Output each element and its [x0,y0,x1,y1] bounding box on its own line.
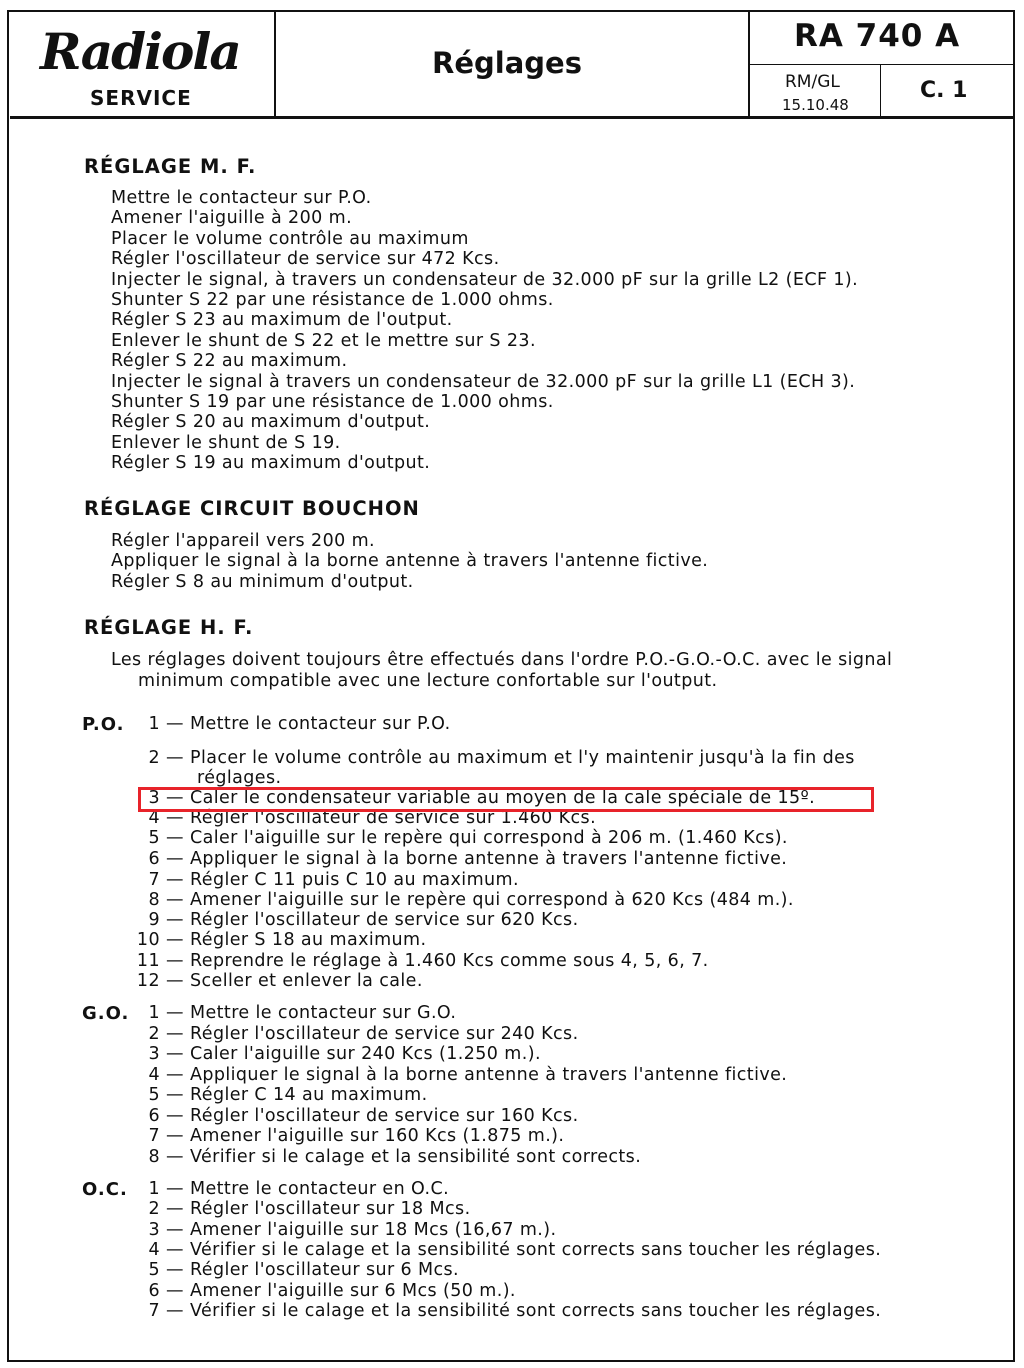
step-text: Régler l'oscillateur de service sur 1.460 Kcs. [190,808,597,828]
step-text: Amener l'aiguille sur le repère qui correspond à 620 Kcs (484 m.). [190,890,794,910]
step-row [136,1044,541,1064]
highlight-box [138,787,874,812]
step-text: Régler C 14 au maximum. [190,1085,428,1105]
step-number: 3 [148,1220,160,1240]
group-label-oc: O.C. [82,1179,128,1200]
step-dash: — [166,1085,184,1105]
service-label: SERVICE [90,86,192,110]
instruction-line: Enlever le shunt de S 19. [111,432,341,453]
step-number: 7 [148,870,160,890]
step-text: Sceller et enlever la cale. [190,971,423,991]
step-text: Régler l'oscillateur de service sur 620 Kcs. [190,910,579,930]
step-number: 10 [136,930,160,950]
brand-logo: Radiola [40,22,240,81]
step-row [136,1281,516,1301]
step-row [136,890,794,910]
hf-intro: Les réglages doivent toujours être effectués dans l'ordre P.O.-G.O.-O.C. avec le signal [111,650,893,670]
step-dash: — [166,1065,184,1085]
instruction-line: Régler l'oscillateur de service sur 472 Kcs. [111,249,500,270]
step-dash: — [166,890,184,910]
step-row [197,768,281,788]
step-text: Appliquer le signal à la borne antenne à travers l'antenne fictive. [190,1065,788,1085]
step-number: 4 [148,1240,160,1260]
step-dash: — [166,828,184,848]
hf-intro: minimum compatible avec une lecture confortable sur l'output. [138,671,718,691]
step-row [136,1126,564,1146]
step-row [136,930,426,950]
step-number: 6 [148,849,160,869]
step-number: 8 [148,890,160,910]
step-number: 3 [148,1044,160,1064]
step-dash: — [166,714,184,734]
step-number: 7 [148,1126,160,1146]
step-row [136,1003,456,1023]
step-row [136,1106,579,1126]
document-date: 15.10.48 [782,96,849,114]
instruction-line: Amener l'aiguille à 200 m. [111,208,353,229]
step-dash: — [166,748,184,768]
step-text: Amener l'aiguille sur 6 Mcs (50 m.). [190,1281,516,1301]
step-text: Régler l'oscillateur sur 18 Mcs. [190,1199,471,1219]
step-number: 1 [148,714,160,734]
step-number: 7 [148,1301,160,1321]
step-number: 1 [148,1179,160,1199]
step-row [136,971,423,991]
step-dash: — [166,1024,184,1044]
step-dash: — [166,1301,184,1321]
step-row [136,714,451,734]
step-text: réglages. [197,768,282,788]
step-dash: — [166,849,184,869]
step-number: 9 [148,910,160,930]
step-number: 5 [148,1085,160,1105]
step-dash: — [166,1147,184,1167]
group-label-go: G.O. [82,1003,130,1024]
step-number: 4 [148,808,160,828]
step-dash: — [166,1240,184,1260]
step-text: Mettre le contacteur sur P.O. [190,714,451,734]
instruction-line: Injecter le signal, à travers un condensateur de 32.000 pF sur la grille L2 (ECF 1). [111,269,859,290]
step-text: Reprendre le réglage à 1.460 Kcs comme sous 4, 5, 6, 7. [190,951,709,971]
step-number: 4 [148,1065,160,1085]
instruction-line: Régler S 20 au maximum d'output. [111,412,431,433]
instruction-line: Enlever le shunt de S 22 et le mettre sur S 23. [111,330,536,351]
step-row [136,1260,459,1280]
step-text: Vérifier si le calage et la sensibilité sont corrects. [190,1147,642,1167]
step-text: Vérifier si le calage et la sensibilité sont corrects sans toucher les réglages. [190,1301,882,1321]
step-number: 8 [148,1147,160,1167]
sheet-number: C. 1 [920,78,968,103]
instruction-line: Régler S 22 au maximum. [111,351,348,372]
step-number: 2 [148,1024,160,1044]
step-text: Régler S 18 au maximum. [190,930,427,950]
step-text: Mettre le contacteur en O.C. [190,1179,450,1199]
step-dash: — [166,930,184,950]
model-number: RA 740 A [794,18,961,54]
instruction-line: Mettre le contacteur sur P.O. [111,188,372,208]
step-dash: — [166,1260,184,1280]
instruction-line: Appliquer le signal à la borne antenne à travers l'antenne fictive. [111,551,709,572]
page-title: Réglages [432,46,582,80]
step-dash: — [166,1179,184,1199]
step-text: Placer le volume contrôle au maximum et l'y maintenir jusqu'à la fin des [190,748,855,768]
step-row [136,1024,579,1044]
step-dash: — [166,1044,184,1064]
step-text: Amener l'aiguille sur 160 Kcs (1.875 m.). [190,1126,565,1146]
step-row [136,849,787,869]
step-number: 11 [136,951,160,971]
instruction-line: Régler S 19 au maximum d'output. [111,453,431,474]
step-dash: — [166,870,184,890]
step-text: Amener l'aiguille sur 18 Mcs (16,67 m.). [190,1220,557,1240]
step-number: 2 [148,1199,160,1219]
step-row [136,1179,449,1199]
step-text: Appliquer le signal à la borne antenne à travers l'antenne fictive. [190,849,788,869]
instruction-line: Placer le volume contrôle au maximum [111,228,469,249]
step-dash: — [166,1281,184,1301]
step-dash: — [166,1126,184,1146]
step-number: 5 [148,828,160,848]
step-text: Caler le condensateur variable au moyen de la cale spéciale de 15º. [190,788,816,808]
instruction-line: Régler S 8 au minimum d'output. [111,571,414,592]
section-title-mf: RÉGLAGE M. F. [84,155,257,178]
step-dash: — [166,788,184,808]
step-text: Caler l'aiguille sur 240 Kcs (1.250 m.). [190,1044,541,1064]
step-row [136,828,788,848]
step-row [136,870,519,890]
step-dash: — [166,1106,184,1126]
step-row [136,1065,787,1085]
instruction-line: Injecter le signal à travers un condensateur de 32.000 pF sur la grille L1 (ECH 3). [111,371,856,392]
step-row [136,748,855,768]
step-dash: — [166,971,184,991]
step-number: 12 [136,971,160,991]
section-title-hf: RÉGLAGE H. F. [84,616,254,639]
group-label-po: P.O. [82,714,125,735]
step-number: 3 [148,788,160,808]
section-title-bouchon: RÉGLAGE CIRCUIT BOUCHON [84,497,420,520]
step-dash: — [166,808,184,828]
step-text: Régler C 11 puis C 10 au maximum. [190,870,519,890]
step-row [136,951,709,971]
step-text: Régler l'oscillateur sur 6 Mcs. [190,1260,460,1280]
step-number: 6 [148,1106,160,1126]
step-row [136,1199,471,1219]
step-row [136,1147,641,1167]
step-number: 1 [148,1003,160,1023]
step-dash: — [166,910,184,930]
step-text: Caler l'aiguille sur le repère qui correspond à 206 m. (1.460 Kcs). [190,828,788,848]
instruction-line: Shunter S 19 par une résistance de 1.000 ohms. [111,392,554,412]
step-number: 6 [148,1281,160,1301]
step-number: 2 [148,748,160,768]
step-text: Régler l'oscillateur de service sur 160 Kcs. [190,1106,579,1126]
step-number: 5 [148,1260,160,1280]
instruction-line: Régler S 23 au maximum de l'output. [111,310,453,331]
step-text: Régler l'oscillateur de service sur 240 Kcs. [190,1024,579,1044]
step-dash: — [166,1220,184,1240]
step-row [136,1220,556,1240]
step-dash: — [166,951,184,971]
step-dash: — [166,1003,184,1023]
reference-code: RM/GL [785,72,840,92]
step-row [136,910,579,930]
step-row [136,1301,881,1321]
step-row [136,1085,428,1105]
instruction-line: Régler l'appareil vers 200 m. [111,531,376,551]
step-text: Mettre le contacteur sur G.O. [190,1003,457,1023]
step-row [136,1240,881,1260]
instruction-line: Shunter S 22 par une résistance de 1.000 ohms. [111,290,554,310]
step-dash: — [166,1199,184,1219]
step-text: Vérifier si le calage et la sensibilité sont corrects sans toucher les réglages. [190,1240,882,1260]
